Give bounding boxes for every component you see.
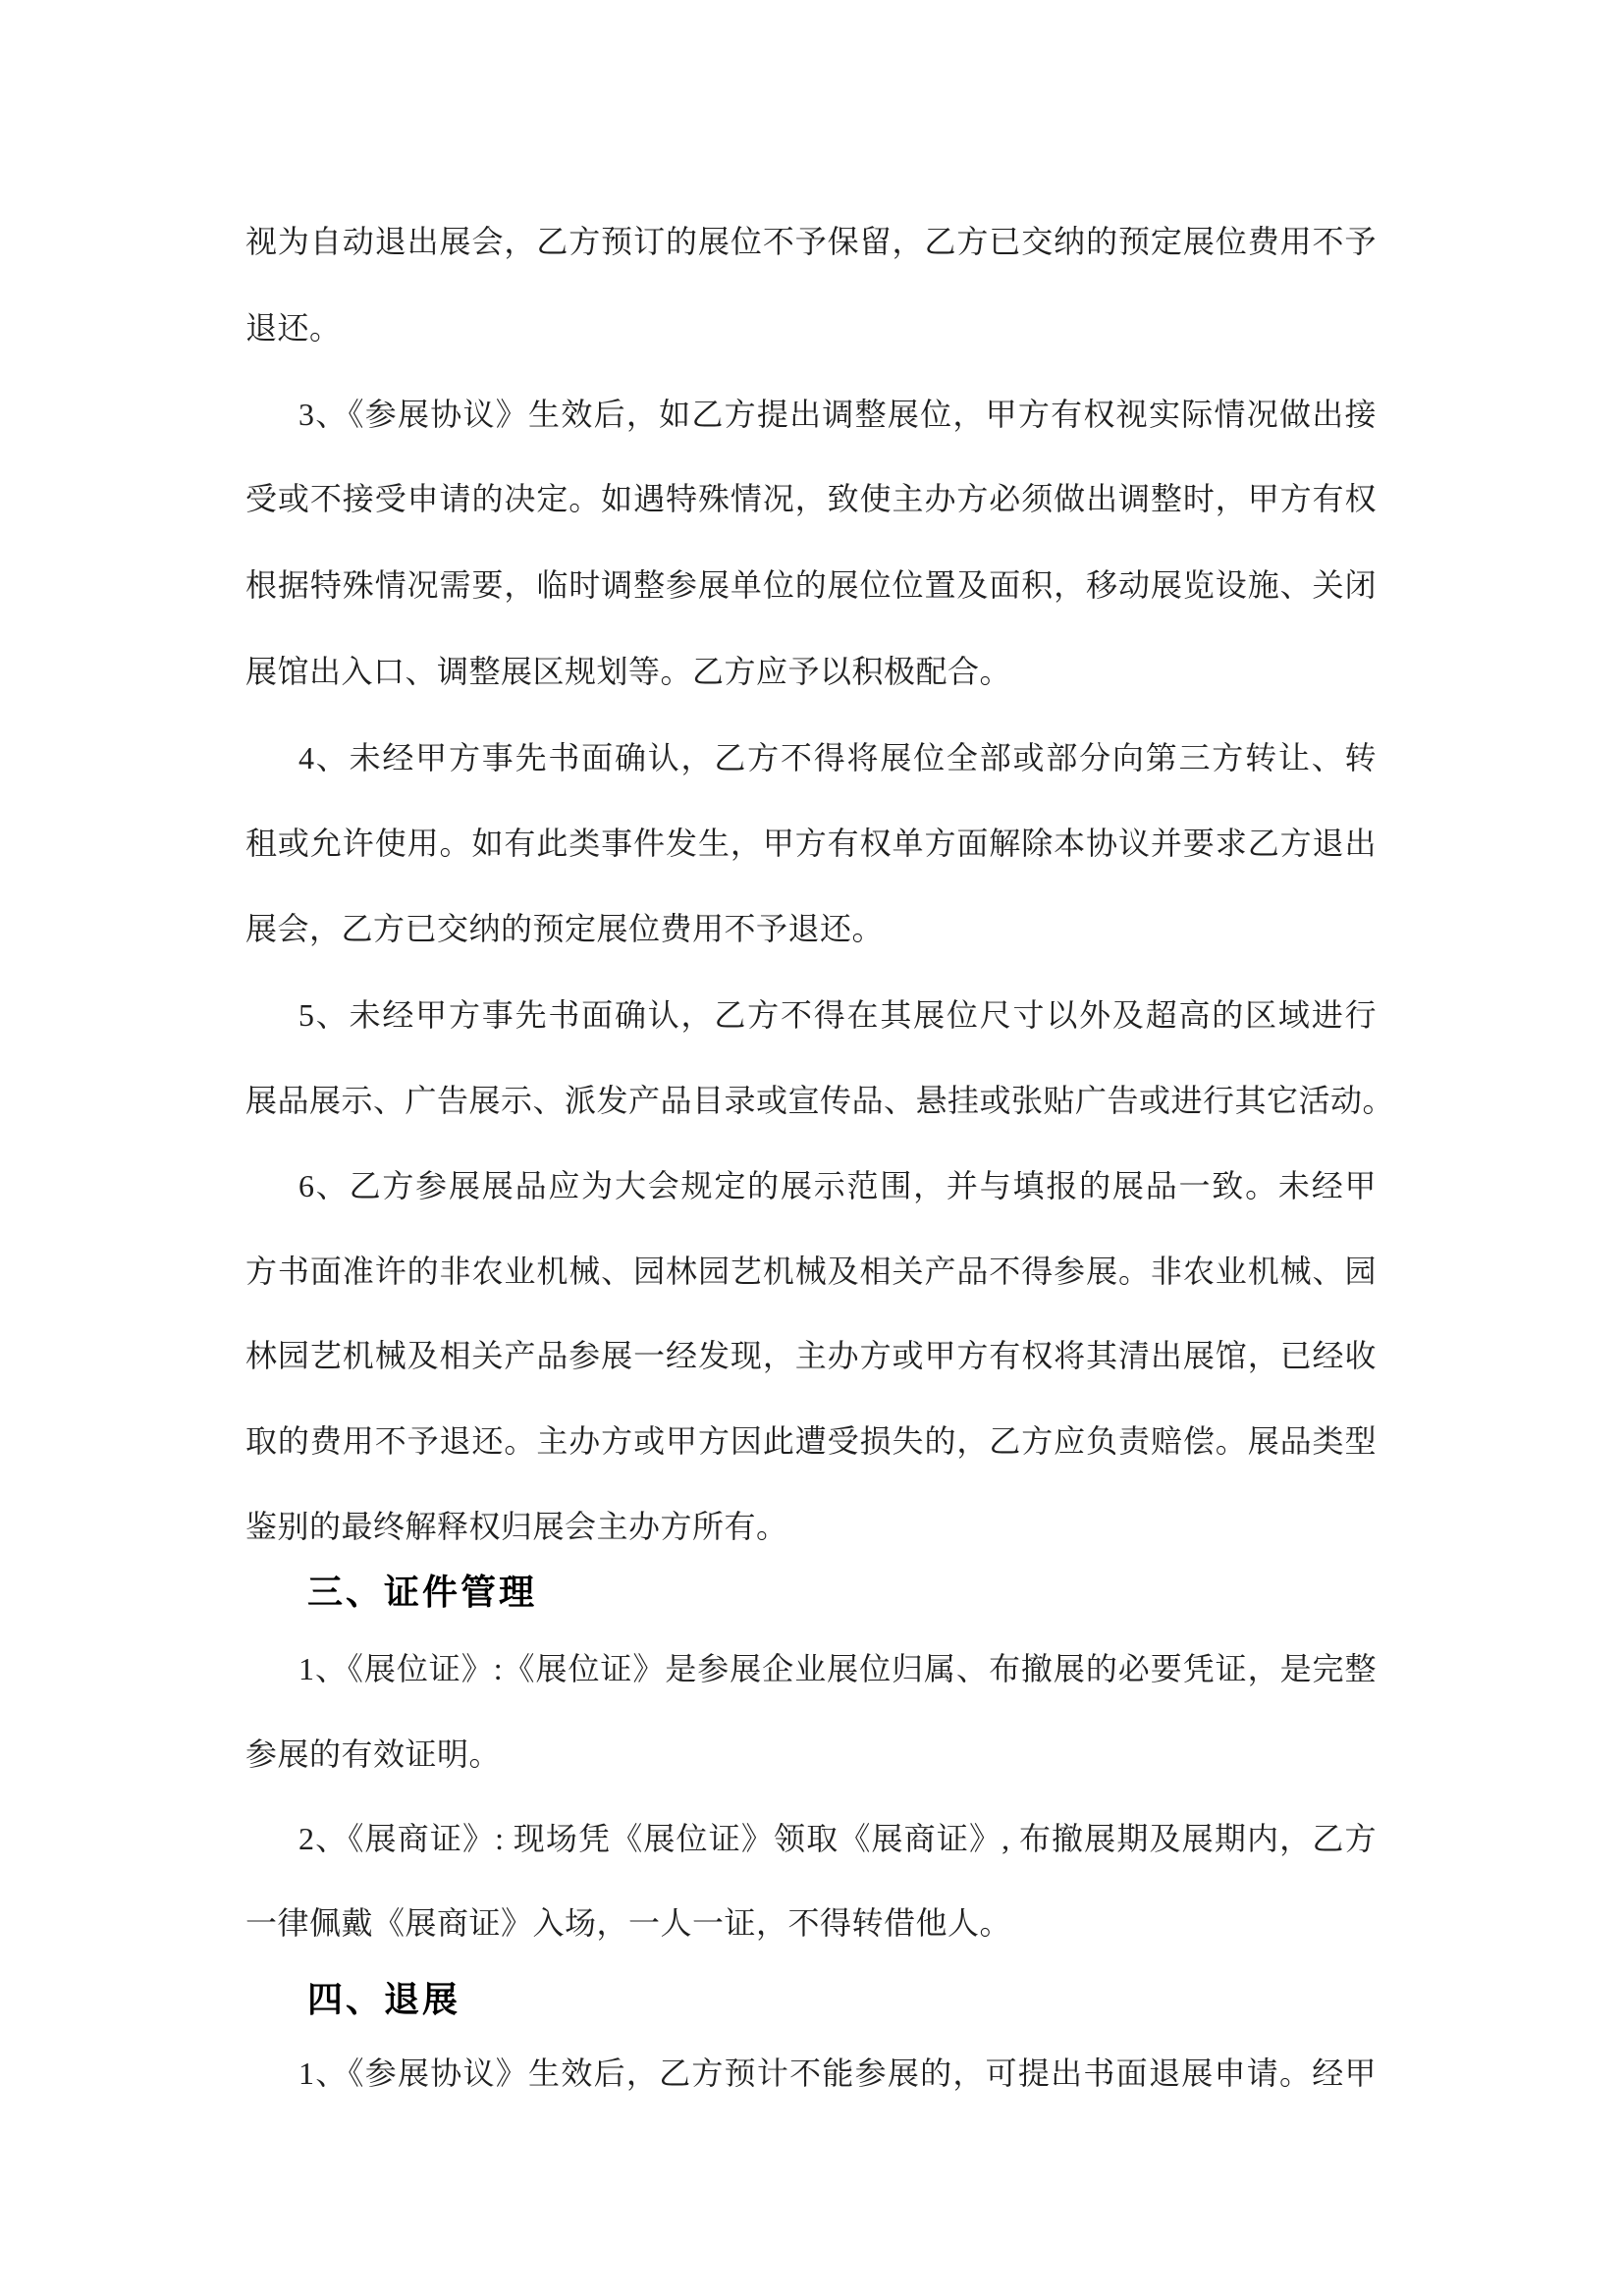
text-line: 5、未经甲方事先书面确认，乙方不得在其展位尺寸以外及超高的区域进行 <box>298 997 1377 1033</box>
text-line: 3、《参展协议》生效后，如乙方提出调整展位，甲方有权视实际情况做出接 <box>298 397 1377 432</box>
text-line: 鉴别的最终解释权归展会主办方所有。 <box>245 1509 788 1544</box>
section-heading: 四、退展 <box>307 1979 461 2019</box>
text-line: 1、《参展协议》生效后，乙方预计不能参展的，可提出书面退展申请。经甲 <box>298 2056 1377 2091</box>
text-line: 展馆出入口、调整展区规划等。乙方应予以积极配合。 <box>245 654 1012 689</box>
text-line: 取的费用不予退还。主办方或甲方因此遭受损失的，乙方应负责赔偿。展品类型 <box>245 1423 1377 1459</box>
text-line: 方书面准许的非农业机械、园林园艺机械及相关产品不得参展。非农业机械、园 <box>245 1254 1377 1289</box>
text-line: 6、乙方参展展品应为大会规定的展示范围，并与填报的展品一致。未经甲 <box>298 1168 1377 1203</box>
section-heading: 三、证件管理 <box>307 1572 538 1612</box>
text-line: 展会，乙方已交纳的预定展位费用不予退还。 <box>245 911 885 946</box>
text-line: 参展的有效证明。 <box>245 1736 502 1772</box>
text-line: 视为自动退出展会，乙方预订的展位不予保留，乙方已交纳的预定展位费用不予 <box>245 224 1377 259</box>
text-line: 退还。 <box>245 310 342 346</box>
text-line: 一律佩戴《展商证》入场，一人一证，不得转借他人。 <box>245 1905 1012 1941</box>
text-line: 4、未经甲方事先书面确认，乙方不得将展位全部或部分向第三方转让、转 <box>298 740 1377 775</box>
text-line: 展品展示、广告展示、派发产品目录或宣传品、悬挂或张贴广告或进行其它活动。 <box>245 1083 1395 1118</box>
text-line: 租或允许使用。如有此类事件发生，甲方有权单方面解除本协议并要求乙方退出 <box>245 826 1377 861</box>
text-line: 1、《展位证》:《展位证》是参展企业展位归属、布撤展的必要凭证，是完整 <box>298 1651 1377 1686</box>
text-line: 根据特殊情况需要，临时调整参展单位的展位位置及面积，移动展览设施、关闭 <box>245 567 1377 603</box>
text-line: 林园艺机械及相关产品参展一经发现，主办方或甲方有权将其清出展馆，已经收 <box>245 1338 1377 1373</box>
text-line: 受或不接受申请的决定。如遇特殊情况，致使主办方必须做出调整时，甲方有权 <box>245 481 1377 516</box>
text-line: 2、《展商证》: 现场凭《展位证》领取《展商证》, 布撤展期及展期内，乙方 <box>298 1821 1377 1856</box>
